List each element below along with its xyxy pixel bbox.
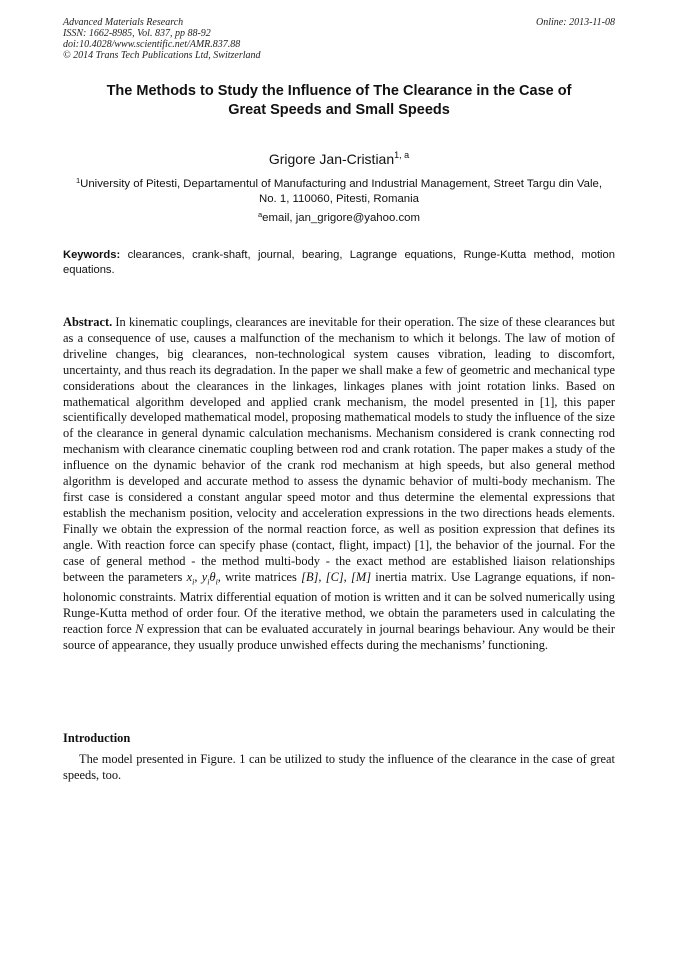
- abstract-text-4: expression that can be evaluated accurately in journal bearings behaviour. Any would be their source of appearance, they usually produce unwished effects during the mechanisms’ functioning.: [63, 621, 615, 652]
- introduction-paragraph: The model presented in Figure. 1 can be utilized to study the influence of the clearance in the case of great speeds, too.: [63, 752, 615, 782]
- math-y: y: [201, 569, 208, 584]
- affiliation-superscript: 1: [75, 176, 81, 185]
- doi-line: doi:10.4028/www.scientific.net/AMR.837.88: [63, 39, 241, 50]
- affiliation: [68, 177, 610, 206]
- journal-header: [63, 17, 615, 61]
- abstract-text-1: In kinematic couplings, clearances are inevitable for their operation. The size of these clearances but as a consequence of use, causes a malfunction of the mechanism to which it belongs. The law of motion of driveline changes, big clearances, non-technological system causes vibration, leading to discomfort, uncertainty, and thus reach its degradation. In the paper we shall make a few of geometric and mechanical type considerations about the clearances in the linkages, linkages planes with joint rotation links. Based on mathematical algorithm developed and applied crank mechanism, the model presented in [1], this paper scientifically developed mathematical model, proposing mathematical models to study the influence of the size of the clearance in general dynamic calculation mechanisms. Mechanism considered is crank connecting rod mechanism with clearance cinematic coupling between rod and crank rotation. The paper makes a study of the influence on the dynamic behavior of the crank rod mechanism at high speeds, but also general method algorithm is developed and accurate method to assess the dynamic behavior of multi-body mechanism. The first case is considered a constant angular speed motor and thus determine the elemental expressions that establish the mechanism position, velocity and acceleration expressions in the two directions heads elements. Finally we obtain the expression of the normal reaction force, as well as position expression that defines its angle. With reaction force can specify phase (contact, flight, impact) [1], the behavior of the journal. For the case of general method - the method multi-body - the exact method are established liaison relationships between the parameters: [63, 315, 615, 584]
- abstract-text-3: inertia matrix. Use Lagrange equations, if non-holonomic constraints. Matrix differential equation of motion is written and it can be solved numerically using Runge-Kutta method of order four. Of the iterative method, we obtain the parameters used in calculating the reaction force: [63, 569, 615, 636]
- journal-name: Advanced Materials Research: [63, 17, 184, 28]
- abstract-label: Abstract.: [63, 315, 113, 329]
- paper-title: [63, 82, 615, 120]
- math-theta-sub: i: [215, 576, 218, 586]
- author-name: Grigore Jan-Cristian: [268, 151, 395, 167]
- author-superscript: 1, a: [394, 150, 410, 160]
- math-n: N: [135, 621, 144, 636]
- online-date: Online: 2013-11-08: [536, 17, 615, 28]
- author-line: [63, 150, 615, 168]
- copyright-line: © 2014 Trans Tech Publications Ltd, Switzerland: [63, 50, 261, 61]
- math-theta: θ: [209, 569, 216, 584]
- email-superscript: a: [258, 210, 263, 219]
- affiliation-text: University of Pitesti, Departamentul of Manufacturing and Industrial Management, Street Targu din Vale, No. 1, 110060, Pitesti, Romania: [80, 178, 603, 205]
- math-x: x: [186, 569, 193, 584]
- math-matrices: [B], [C], [M]: [301, 569, 372, 584]
- title-line-2: Great Speeds and Small Speeds: [228, 102, 450, 118]
- abstract-section: Abstract. In kinematic couplings, clearances are inevitable for their operation. The size of these clearances but as a consequence of use, causes a malfunction of the mechanism to which it belongs. The law of motion of driveline changes, big clearances, non-technological system causes vibration, leading to discomfort, uncertainty, and thus reach its degradation. In the paper we shall make a few of geometric and mechanical type considerations about the clearances in the linkages, linkages planes with joint rotation links. Based on mathematical algorithm developed and applied crank mechanism, the model presented in [1], this paper scientifically developed mathematical model, proposing mathematical models to study the influence of the size of the clearance in general dynamic calculation mechanisms. Mechanism considered is crank connecting rod mechanism with clearance cinematic coupling between rod and crank rotation. The paper makes a study of the influence on the dynamic behavior of the crank rod mechanism at high speeds, but also general method algorithm is developed and accurate method to assess the dynamic behavior of multi-body mechanism. The first case is considered a constant angular speed motor and thus determine the elemental expressions that establish the mechanism position, velocity and acceleration expressions in the two directions heads elements. Finally we obtain the expression of the normal reaction force, as well as position expression that defines its angle. With reaction force can specify phase (contact, flight, impact) [1], the behavior of the journal. For the case of general method - the method multi-body - the exact method are established liaison relationships between the parameters $x_i$, $y_i\theta_i$, write matrices [B], [C], [M] inertia matrix. Use Lagrange equations, if non-holonomic constraints. Matrix differential equation of motion is written and it can be solved numerically using Runge-Kutta method of order four. Of the iterative method, we obtain the parameters used in calculating the reaction force N expression that can be evaluated accurately in journal bearings behaviour. Any would be their source of appearance, they usually produce unwished effects during the mechanisms’ functioning.: [63, 315, 615, 652]
- title-line-1: The Methods to Study the Influence of The Clearance in the Case of: [106, 83, 572, 99]
- keywords-text: clearances, crank-shaft, journal, bearing, Lagrange equations, Runge-Kutta method, motion equations.: [63, 249, 615, 276]
- math-y-sub: i: [207, 576, 210, 586]
- issn-line: ISSN: 1662-8985, Vol. 837, pp 88-92: [63, 28, 211, 39]
- introduction-heading: Introduction: [63, 731, 131, 745]
- keywords-section: [63, 248, 615, 277]
- email-text: email, jan_grigore@yahoo.com: [262, 212, 420, 224]
- abstract-text-2: , write matrices: [217, 569, 302, 584]
- email-line: [63, 211, 615, 225]
- keywords-label: Keywords:: [63, 249, 121, 261]
- math-x-sub: i: [192, 576, 195, 586]
